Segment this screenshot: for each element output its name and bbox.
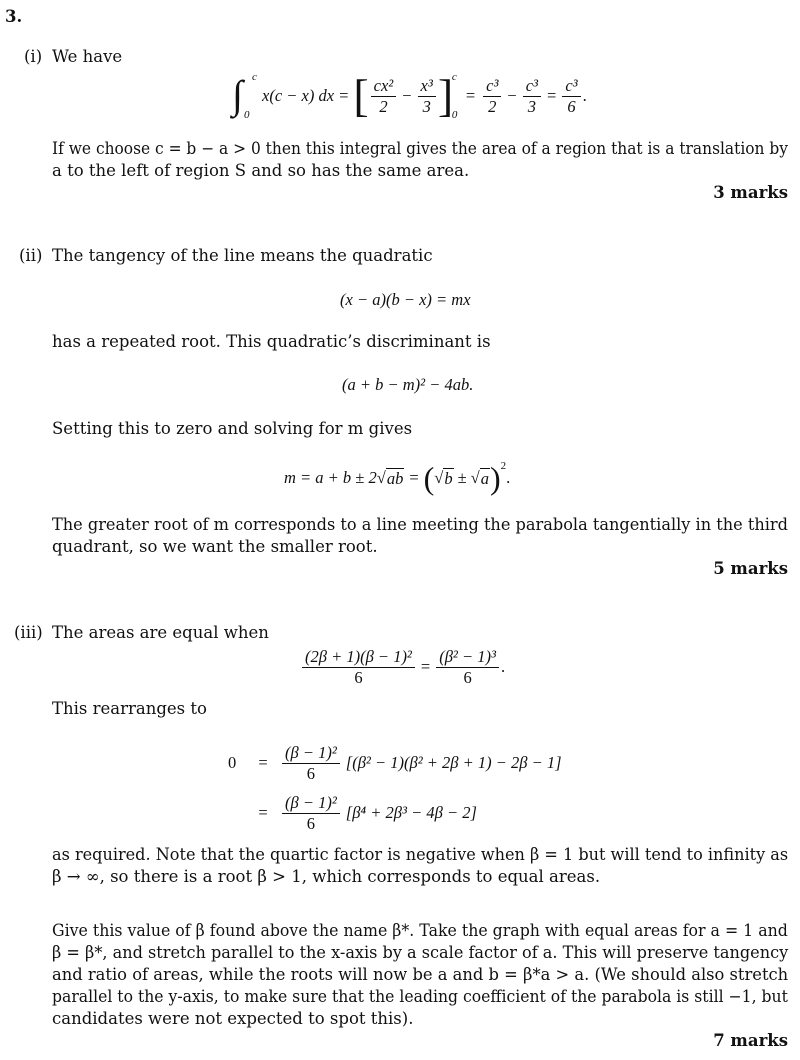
part-iii-rearranged-line1 [228,738,562,788]
minus-sign: − [402,86,412,105]
eval-upper-limit: c [451,71,457,83]
right-bracket: ] [437,70,454,121]
part-iii-marks: 7 marks [713,1031,788,1050]
integrand: x(c − x) dx = [262,86,350,105]
bracket-line2: [β⁴ + 2β³ − 4β − 2] [345,803,477,822]
part-iii-rearranged-line2 [228,788,477,838]
part-ii-text3-line2: quadrant, so we want the smaller root. [52,537,378,556]
fraction-beta-minus-1-sq-over-6-a: $\frac{\text{(β − 1)²}}{6}$ [282,743,340,784]
m-equation-left: m = a + b ± 2 [284,468,377,487]
fraction-x3-over-3: $\frac{\text{x³}}{3}$ [418,76,436,117]
part-i-text-line2: a to the left of region S and so has the same area. [52,161,470,180]
integral-sign: ∫ [232,72,243,117]
fraction-c3-over-6: $\frac{\text{c³}}{6}$ [562,76,580,117]
equals-line2: = [258,803,268,822]
fraction-c3-over-2: $\frac{\text{c³}}{2}$ [483,76,501,117]
sqrt-a: a [480,468,489,488]
part-iii-para-line1: Give this value of β found above the name β*. Take the graph with equal areas for a = 1 and [52,921,788,940]
integral-lower-limit: 0 [244,109,250,121]
part-iii-text1: This rearranges to [52,699,207,718]
integral-upper-limit: c [252,71,257,83]
part-i-text-line1: If we choose c = b − a > 0 then this integral gives the area of a region that is a translation by [52,139,788,158]
part-ii-equation-m: m = a + b ± 2 √ ab = ( √ b ± √ a ) 2 . [284,459,511,496]
fraction-cx2-over-2: $\frac{\text{cx²}}{2}$ [371,76,397,117]
equals-line1: = [258,753,268,772]
part-ii-equation-quadratic: (x − a)(b − x) = mx [340,290,471,309]
part-iii-para-line4: parallel to the y-axis, to make sure that the leading coefficient of the parabola is still −1, but [52,987,788,1006]
plus-minus: ± [457,468,467,487]
part-iii-para-line5: candidates were not expected to spot this). [52,1009,414,1028]
zero: 0 [228,753,237,772]
m-equation-equals: = [409,468,419,487]
part-iii-equal-areas-equation: $\frac{\text{(2β + 1)(β − 1)²}}{6}$ = $\frac{\text{(β² − 1)³}}{6}$ . [300,642,505,692]
part-ii-text3-line1: The greater root of m corresponds to a line meeting the parabola tangentially in the third [52,515,788,534]
bracket-line1: [(β² − 1)(β² + 2β + 1) − 2β − 1] [345,753,562,772]
part-iii-intro: The areas are equal when [52,623,269,642]
question-number: 3. [5,7,23,26]
part-ii-marks: 5 marks [713,559,788,578]
eval-lower-limit: 0 [451,109,458,121]
left-bracket: [ [353,70,369,121]
part-ii-equation-discriminant: (a + b − m)² − 4ab. [342,375,474,394]
sqrt-b: b [444,468,453,488]
part-iii-para-line2: β = β*, and stretch parallel to the x-axis by a scale factor of a. This will preserve tangency [52,943,789,962]
fraction-left: $\frac{\text{(2β + 1)(β − 1)²}}{6}$ [302,647,415,688]
part-iii-text2-line2: β → ∞, so there is a root β > 1, which corresponds to equal areas. [52,867,601,886]
part-i-intro: We have [52,47,123,66]
sqrt-ab: ab [386,468,404,488]
fraction-right: $\frac{\text{(β² − 1)³}}{6}$ [436,647,499,688]
part-iii-label: (iii) [14,623,43,642]
part-i-label: (i) [24,47,43,66]
part-iii-text2-line1: as required. Note that the quartic factor is negative when β = 1 but will tend to infinity as [52,845,789,864]
power-two: 2 [500,460,507,472]
part-i-integral-equation: ∫ c 0 x(c − x) dx = [ $\frac{\text{cx²}}{2}$ − $\frac{\text{x³}}{3}$ ] c 0 = $\frac{\text{c³}}{2}$ − $\frac{\text{c³}}{3}$ = $\frac{\text{c³}}{6}$ . [232,70,587,121]
part-i-marks: 3 marks [713,183,788,202]
fraction-beta-minus-1-sq-over-6-b: $\frac{\text{(β − 1)²}}{6}$ [282,793,340,834]
part-ii-label: (ii) [19,246,43,265]
part-ii-intro: The tangency of the line means the quadratic [52,246,433,265]
part-ii-text1: has a repeated root. This quadratic’s discriminant is [52,332,491,351]
part-ii-text2: Setting this to zero and solving for m gives [52,419,413,438]
part-iii-para-line3: and ratio of areas, while the roots will now be a and b = β*a > a. (We should also stretch [52,965,789,984]
fraction-c3-over-3: $\frac{\text{c³}}{3}$ [523,76,541,117]
